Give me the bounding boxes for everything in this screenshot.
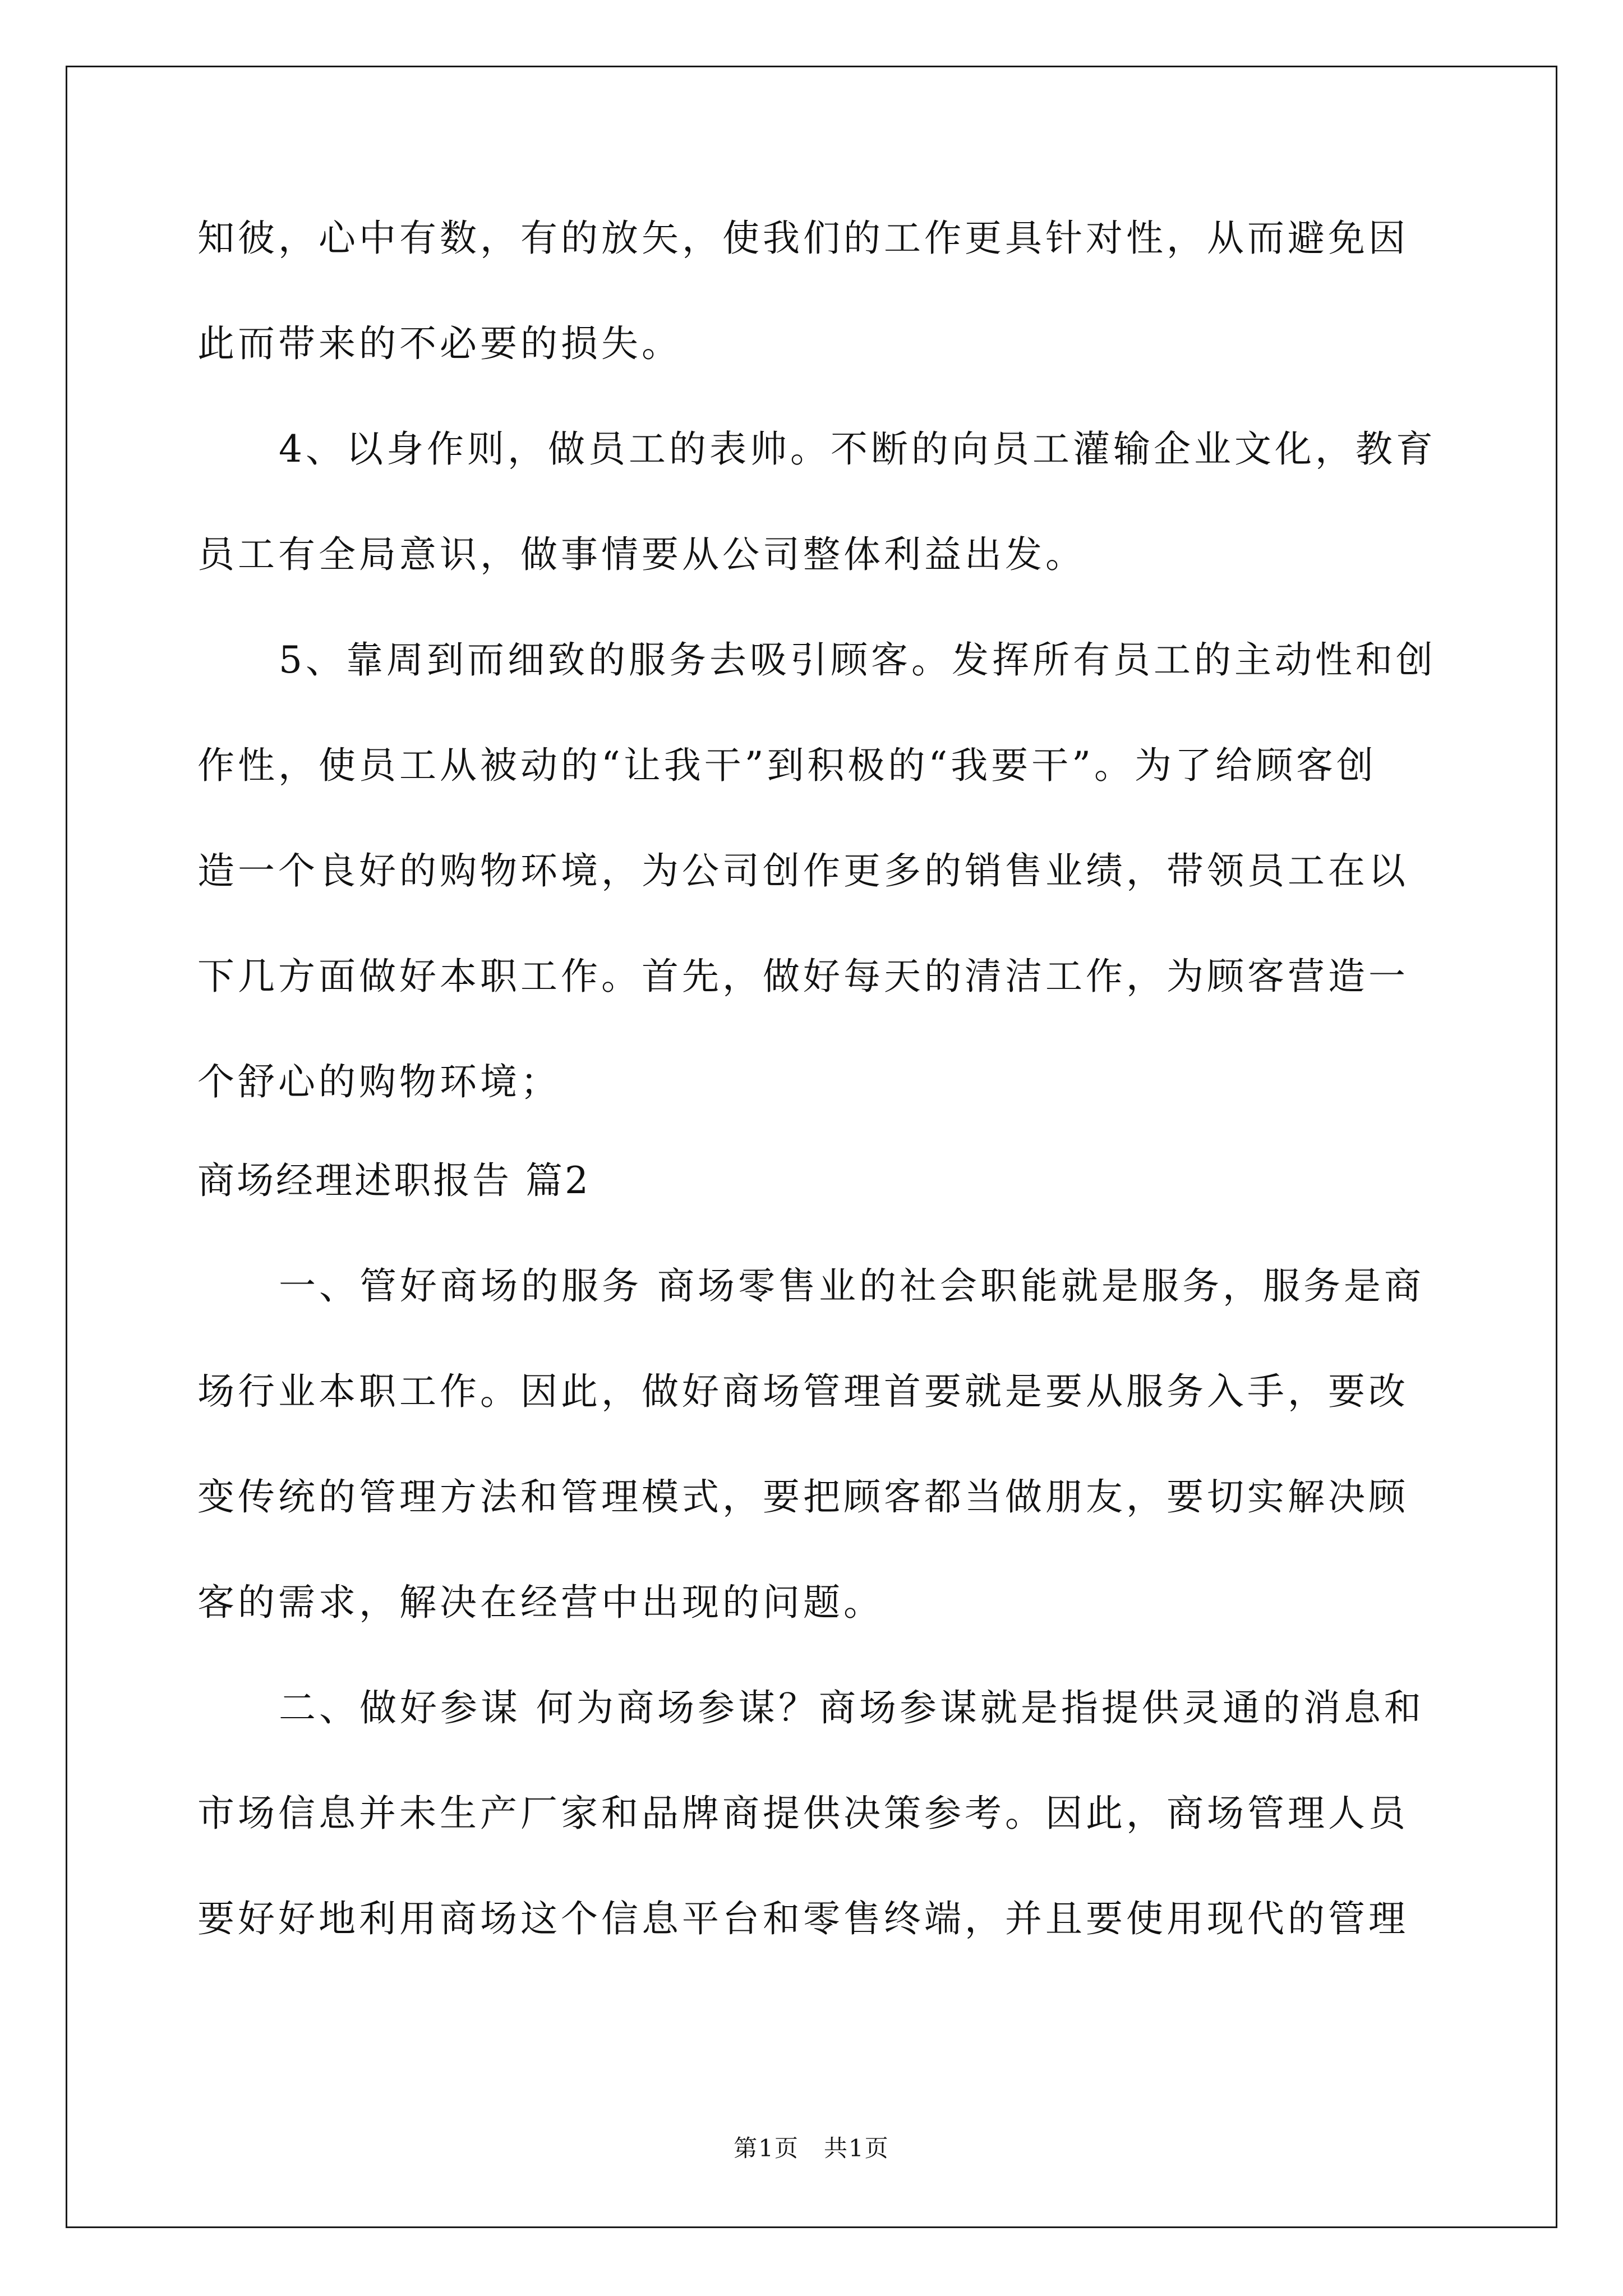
text-line: 此而带来的不必要的损失。	[197, 322, 682, 365]
text-line: 员工有全局意识，做事情要从公司整体利益出发。	[197, 533, 1086, 576]
text-line: 4、以身作则，做员工的表帅。不断的向员工灌输企业文化，教育	[279, 427, 1436, 471]
text-line: 变传统的管理方法和管理模式，要把顾客都当做朋友，要切实解决顾	[197, 1475, 1409, 1519]
text-line: 个舒心的购物环境；	[197, 1060, 561, 1103]
text-line: 5、靠周到而细致的服务去吸引顾客。发挥所有员工的主动性和创	[279, 638, 1436, 682]
text-line: 客的需求，解决在经营中出现的问题。	[197, 1581, 884, 1624]
page-footer: 第1页 共1页	[734, 2134, 889, 2162]
text-line: 场行业本职工作。因此，做好商场管理首要就是要从服务入手，要改	[197, 1370, 1409, 1413]
text-line: 造一个良好的购物环境，为公司创作更多的销售业绩，带领员工在以	[197, 849, 1409, 892]
text-line: 作性，使员工从被动的“让我干”到积极的“我要干”。为了给顾客创	[197, 744, 1377, 787]
text-line: 要好好地利用商场这个信息平台和零售终端，并且要使用现代的管理	[197, 1897, 1409, 1940]
text-line: 知彼，心中有数，有的放矢，使我们的工作更具针对性，从而避免因	[197, 217, 1409, 260]
section-heading: 商场经理述职报告 篇2	[197, 1159, 591, 1202]
text-line: 二、做好参谋 何为商场参谋？商场参谋就是指提供灵通的消息和	[279, 1686, 1424, 1729]
text-line: 一、管好商场的服务 商场零售业的社会职能就是服务，服务是商	[279, 1264, 1424, 1308]
text-line: 下几方面做好本职工作。首先，做好每天的清洁工作，为顾客营造一	[197, 955, 1409, 998]
text-line: 市场信息并未生产厂家和品牌商提供决策参考。因此，商场管理人员	[197, 1792, 1409, 1835]
